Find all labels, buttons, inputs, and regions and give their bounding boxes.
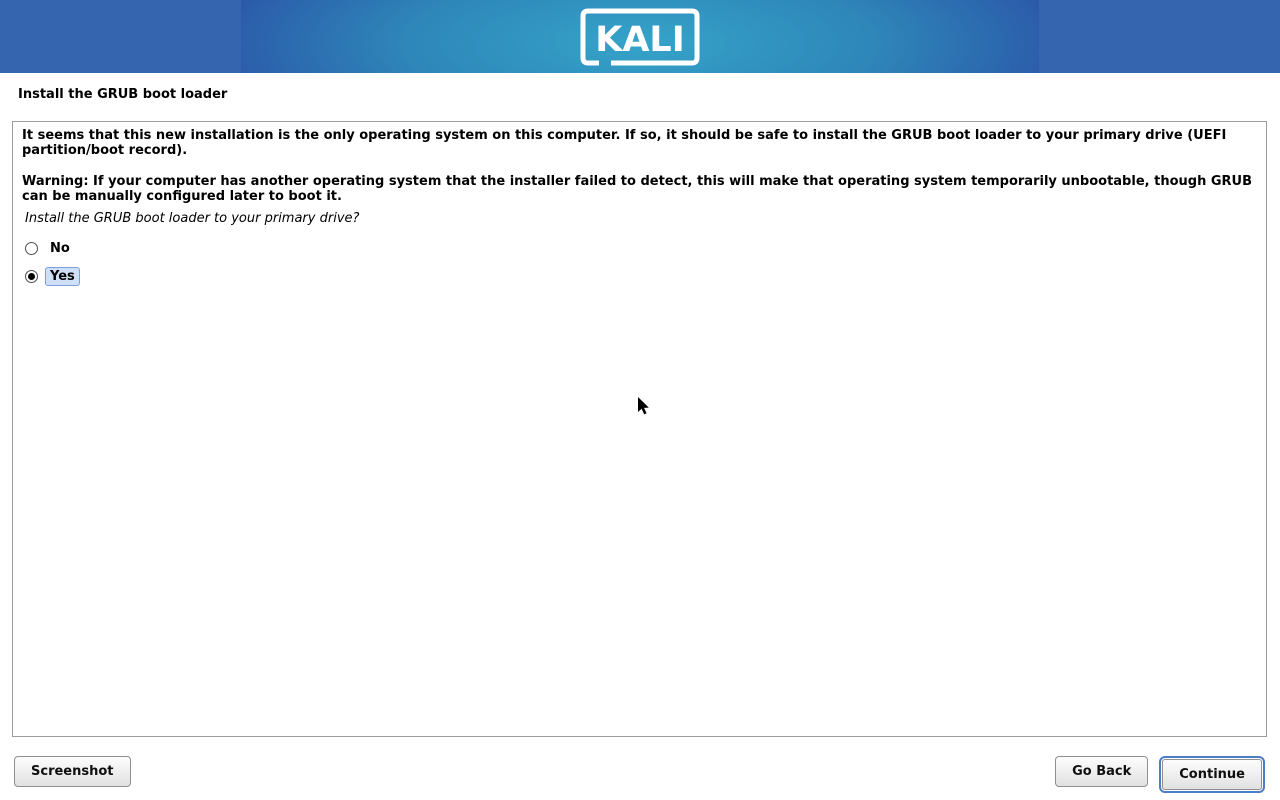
- kali-logo: [580, 8, 700, 66]
- radio-no[interactable]: [25, 242, 38, 255]
- dialog-paragraph-2: Warning: If your computer has another operating system that the installer failed to detect, this will make that operating system temporarily unbootable, though GRUB can be manually configured later to boot it.: [22, 174, 1252, 204]
- continue-button[interactable]: Continue: [1162, 759, 1262, 790]
- dialog-box: [12, 121, 1267, 737]
- footer: [0, 756, 1280, 793]
- radio-no-label[interactable]: No: [50, 241, 70, 256]
- page-title: Install the GRUB boot loader: [18, 87, 228, 102]
- banner: [0, 0, 1280, 73]
- go-back-button[interactable]: Go Back: [1055, 756, 1148, 787]
- radio-option-no[interactable]: [22, 239, 1257, 258]
- dialog-question: Install the GRUB boot loader to your primary drive?: [25, 211, 360, 226]
- footer-nav-buttons: [1055, 756, 1265, 793]
- radio-option-yes[interactable]: [22, 267, 1257, 286]
- continue-button-focus-ring: [1159, 756, 1265, 793]
- banner-gradient: [241, 0, 1039, 73]
- dialog-paragraph-1: It seems that this new installation is the only operating system on this computer. If so, it should be safe to install the GRUB boot loader to your primary drive (UEFI partition/boot record).: [22, 128, 1227, 158]
- screenshot-button[interactable]: Screenshot: [14, 756, 131, 787]
- kali-logo-text: KALI: [595, 19, 685, 60]
- radio-yes-label[interactable]: Yes: [45, 267, 80, 286]
- radio-yes[interactable]: [25, 270, 38, 283]
